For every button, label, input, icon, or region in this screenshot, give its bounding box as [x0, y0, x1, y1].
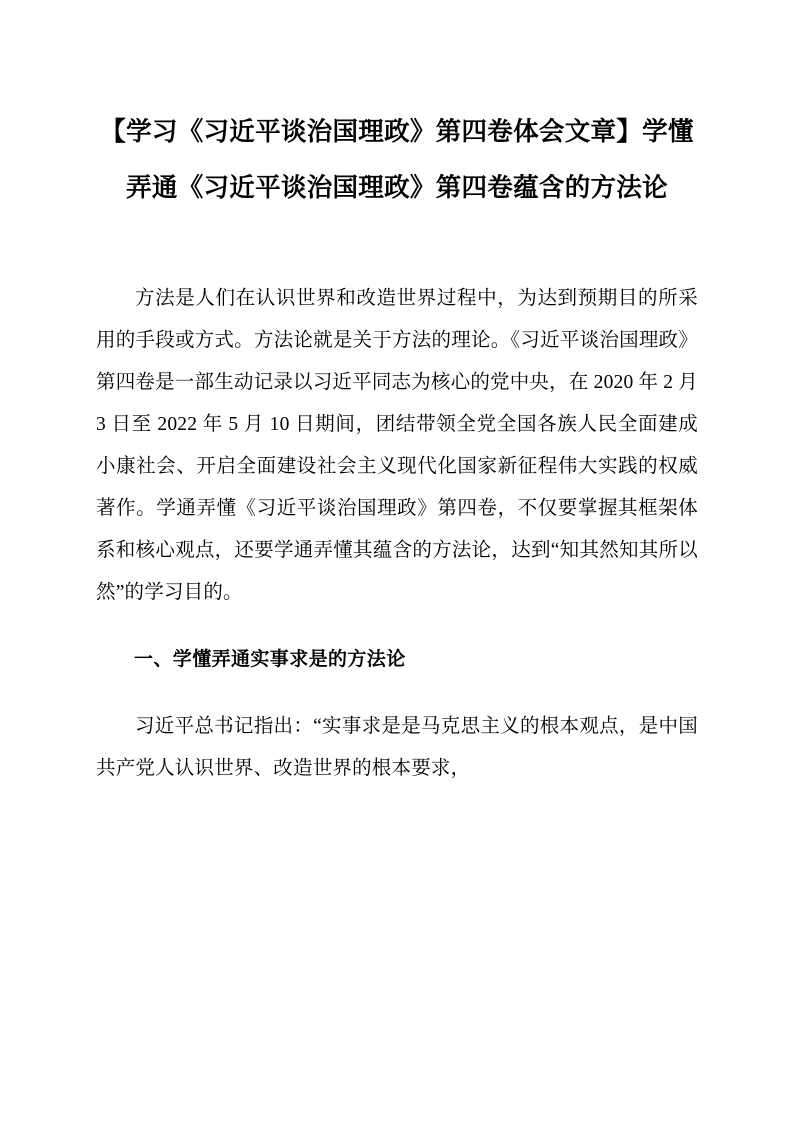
paragraph: 习近平总书记指出：“实事求是是马克思主义的根本观点，是中国共产党人认识世界、改造世界的根本要求，	[96, 716, 698, 779]
paragraph: 方法是人们在认识世界和改造世界过程中，为达到预期目的所采用的手段或方式。方法论就是关于方法的理论。《习近平谈治国理政》第四卷是一部生动记录以习近平同志为核心的党中央，在 2020 年 2 月 3 日至 2022 年 5 月 10 日期间，团结带领全党全国各族人民全面建成小康社会、开启全面建设社会主义现代化国家新征程伟大实践的权威著作。学通弄懂《习近平谈治国理政》第四卷，不仅要掌握其框架体系和核心观点，还要学通弄懂其蕴含的方法论，达到“知其然知其所以然”的学习目的。	[96, 288, 698, 603]
section-heading: 一、学懂弄通实事求是的方法论	[134, 649, 406, 670]
page-title: 【学习《习近平谈治国理政》第四卷体会文章】学懂弄通《习近平谈治国理政》第四卷蕴含的方法论	[100, 118, 694, 202]
title-spacer	[96, 220, 698, 278]
